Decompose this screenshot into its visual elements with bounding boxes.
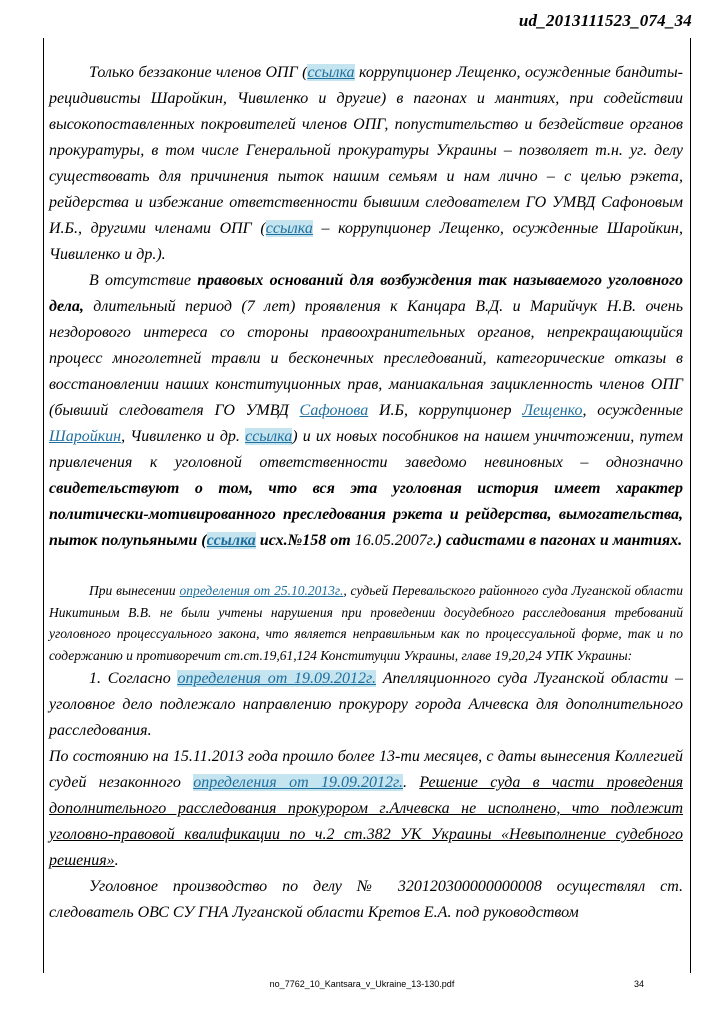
text: , судьей Перевальского районного суда Луганской области Никитиным В.В. не были учтены нарушения при проведении досудебного расследования требований уголовного процессуального закона, что является неправильным как по процессуальной форме, так и по содержанию и противоречит ст.ст.19,61,124 Конституции Украины, главе 19,20,24 УПК Украины:	[49, 583, 683, 663]
text: По состоянию на 15.11.2013 года прошло более 13-ти месяцев, с даты вынесения Коллегией судей незаконного	[49, 748, 683, 791]
page-number: 34	[634, 979, 645, 989]
paragraph-3	[49, 580, 683, 666]
reference-link[interactable]: определения от 19.09.2012г.	[193, 774, 403, 791]
bold-text: ) садистами в пагонах и мантиях.	[436, 532, 683, 549]
footer-filename: no_7762_10_Kantsara_v_Ukraine_13-130.pdf	[269, 979, 455, 989]
text: – коррупционер Лещенко, осужденные Шаройкин, Чивиленко и др.).	[49, 220, 683, 263]
bold-text: свидетельствуют о том, что вся эта уголовная история имеет характер политически-мотивированного преследования рэкета и рейдерства, вымогательства, пыток полупьяными (	[49, 480, 683, 549]
reference-link[interactable]: ссылка	[307, 64, 355, 81]
paragraph-gap	[49, 554, 683, 580]
text: , осужденные	[582, 402, 684, 419]
text: Апелляционного суда Луганской области – уголовное дело подлежало направлению прокурору города Алчевска для дополнительного расследования.	[49, 670, 683, 739]
paragraph-5	[49, 744, 683, 874]
reference-link[interactable]: определения от 19.09.2012г.	[177, 670, 376, 687]
text: ) и их новых пособников на нашем уничтожении, путем привлечения к уголовной ответственности заведомо невиновных – однозначно	[49, 428, 683, 471]
document-body	[49, 60, 683, 926]
text: , Чивиленко и др.	[121, 428, 246, 445]
text: коррупционер Лещенко, осужденные бандиты-рецидивисты Шаройкин, Чивиленко и другие) в пагонах и мантиях, при содействии высокопоставленных покровителей членов ОПГ, попустительство и бездействие органов прокуратуры, в том числе Генеральной прокуратуры Украины – позволяет т.н. уг. делу существовать для причинения пыток нашим семьям и нам лично – с целью рэкета, рейдерства и избежание ответственности бывшим следователем ГО УМВД Сафоновым И.Б., другими членами ОПГ (	[49, 64, 683, 237]
paragraph-4	[49, 666, 683, 744]
text: .	[403, 774, 420, 791]
text: Уголовное производство по делу № 320120300000000008 осуществлял ст. следователь ОВС СУ ГНА Луганской области Кретов Е.А. под руководством	[49, 878, 683, 921]
text: .	[114, 852, 119, 869]
paragraph-2	[49, 268, 683, 554]
reference-link[interactable]: Лещенко	[522, 402, 583, 419]
text: И.Б, коррупционер	[368, 402, 523, 419]
text: 1. Согласно	[89, 670, 178, 687]
bold-text: правовых оснований для возбуждения так называемого уголовного дела,	[49, 272, 683, 315]
reference-link[interactable]: Шаройкин	[49, 428, 122, 445]
text: В отсутствие	[89, 272, 198, 289]
text: 16.05.2007г.	[354, 532, 437, 549]
reference-link[interactable]: Сафонова	[299, 402, 369, 419]
text: Только беззаконие членов ОПГ (	[89, 64, 308, 81]
reference-link[interactable]: ссылка	[265, 220, 313, 237]
reference-link[interactable]: ссылка	[245, 428, 293, 445]
paragraph-6	[49, 874, 683, 926]
reference-link[interactable]: определения от 25.10.2013г.	[179, 583, 344, 598]
text: При вынесении	[89, 583, 180, 598]
reference-link[interactable]: ссылка	[206, 532, 256, 549]
document-id: ud_2013111523_074_34	[518, 11, 692, 30]
paragraph-1	[49, 60, 683, 268]
bold-text: исх.№158 от	[255, 532, 355, 549]
underlined-text: Решение суда в части проведения дополнительного расследования прокурором г.Алчевска не исполнено, что подлежит уголовно-правовой квалификации по ч.2 ст.382 УК Украины «Невыполнение судебного решения»	[49, 774, 684, 869]
text: длительный период (7 лет) проявления к Канцара В.Д. и Марийчук Н.В. очень нездорового интереса со стороны правоохранительных органов, непрекращающийся процесс многолетней травли и бесконечных преследований, категорические отказы в восстановлении наших конституционных прав, маниакальная зацикленность членов ОПГ (бывший следователя ГО УМВД	[49, 298, 683, 419]
